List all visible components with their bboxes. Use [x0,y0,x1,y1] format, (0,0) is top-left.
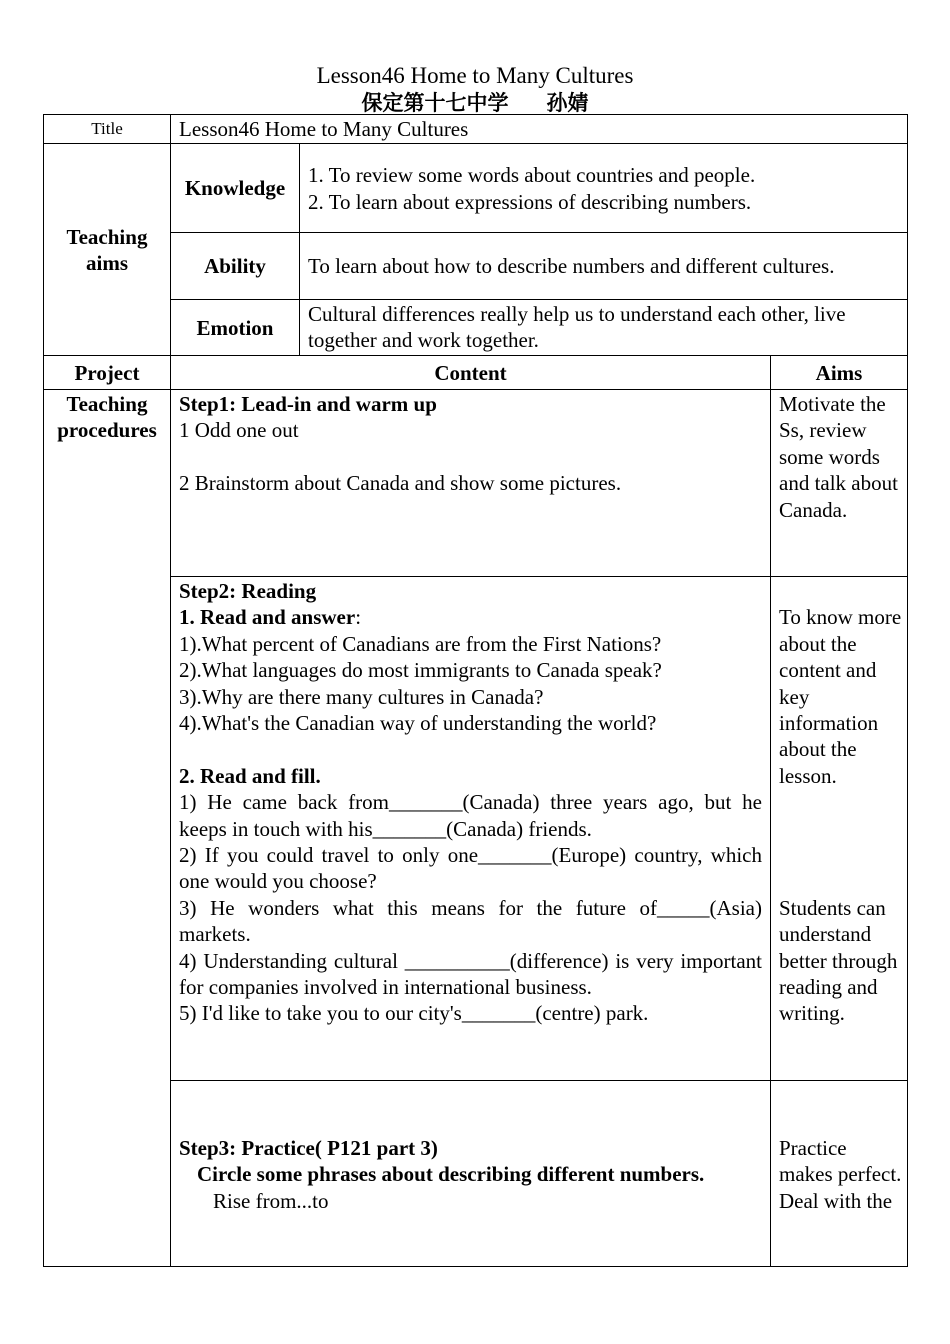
title-value-cell: Lesson46 Home to Many Cultures [171,115,908,144]
question-item: 4).What's the Canadian way of understanding the world? [179,711,657,736]
step2-row [44,577,908,1081]
knowledge-item: 2. To learn about expressions of describing numbers. [308,189,752,214]
step1-content [171,390,771,577]
step2-sub2-heading: 2. Read and fill. [179,763,321,788]
question-item: 3).Why are there many cultures in Canada? [179,684,544,709]
step1-line: 2 Brainstorm about Canada and show some pictures. [179,471,622,496]
step3-line: Rise from...to [213,1188,329,1213]
column-header-row [44,356,908,390]
fill-item: 3) He wonders what this means for the future of_____(Asia) markets. [179,895,762,947]
fill-item: 1) He came back from_______(Canada) three years ago, but he keeps in touch with his_______(Canada) friends. [179,790,762,841]
emotion-content: Cultural differences really help us to understand each other, live together and work together. [300,300,908,356]
step3-content [171,1081,771,1267]
step1-aims: Motivate the Ss, review some words and talk about Canada. [771,390,908,577]
step1-heading: Step1: Lead-in and warm up [179,392,437,416]
author-name: 孙婧 [546,91,589,115]
knowledge-label: Knowledge [171,144,300,233]
ability-content: To learn about how to describe numbers and different cultures. [300,233,908,300]
fill-item: 4) Understanding cultural __________(difference) is very important for companies involved in international business. [179,948,762,1000]
aims-header: Aims [771,356,908,390]
emotion-label: Emotion [171,300,300,356]
step3-subheading: Circle some phrases about describing different numbers. [197,1162,705,1187]
document-title: Lesson46 Home to Many Cultures [316,63,634,88]
question-item: 2).What languages do most immigrants to Canada speak? [179,658,662,683]
step2-heading: Step2: Reading [179,579,317,603]
step2-aims-2: Students can understand better through reading and writing. [779,895,898,1026]
step2-sub1-colon: : [355,605,362,630]
teaching-aims-label: Teaching aims [44,144,171,356]
step3-aims-text: Practice makes perfect. Deal with the [779,1135,902,1213]
title-row [44,115,908,144]
fill-item: 5) I'd like to take you to our city's_______(centre) park. [179,1001,649,1026]
school-name: 保定第十七中学 [361,91,509,115]
step1-row [44,390,908,577]
lesson-plan-table [43,114,908,1267]
teaching-procedures-label: Teaching procedures [44,390,171,1267]
ability-label: Ability [171,233,300,300]
step1-line: 1 Odd one out [179,418,299,443]
document-subtitle [0,90,950,116]
step2-content [171,577,771,1081]
step3-aims [771,1081,908,1267]
knowledge-content [300,144,908,233]
title-label-cell: Title [44,115,171,144]
content-header: Content [171,356,771,390]
knowledge-item: 1. To review some words about countries and people. [308,163,756,188]
step3-row [44,1081,908,1267]
step2-sub1 [179,604,762,630]
step2-aims-1: To know more about the content and key information about the lesson. [779,605,902,788]
ability-row [44,233,908,300]
fill-item: 2) If you could travel to only one_______(Europe) country, which one would you choose? [179,843,762,894]
step2-aims [771,577,908,1081]
emotion-row [44,300,908,356]
step3-heading: Step3: Practice( P121 part 3) [179,1135,438,1160]
project-header: Project [44,356,171,390]
question-item: 1).What percent of Canadians are from the First Nations? [179,631,662,656]
knowledge-row [44,144,908,233]
step2-sub1-heading: 1. Read and answer [179,605,356,630]
